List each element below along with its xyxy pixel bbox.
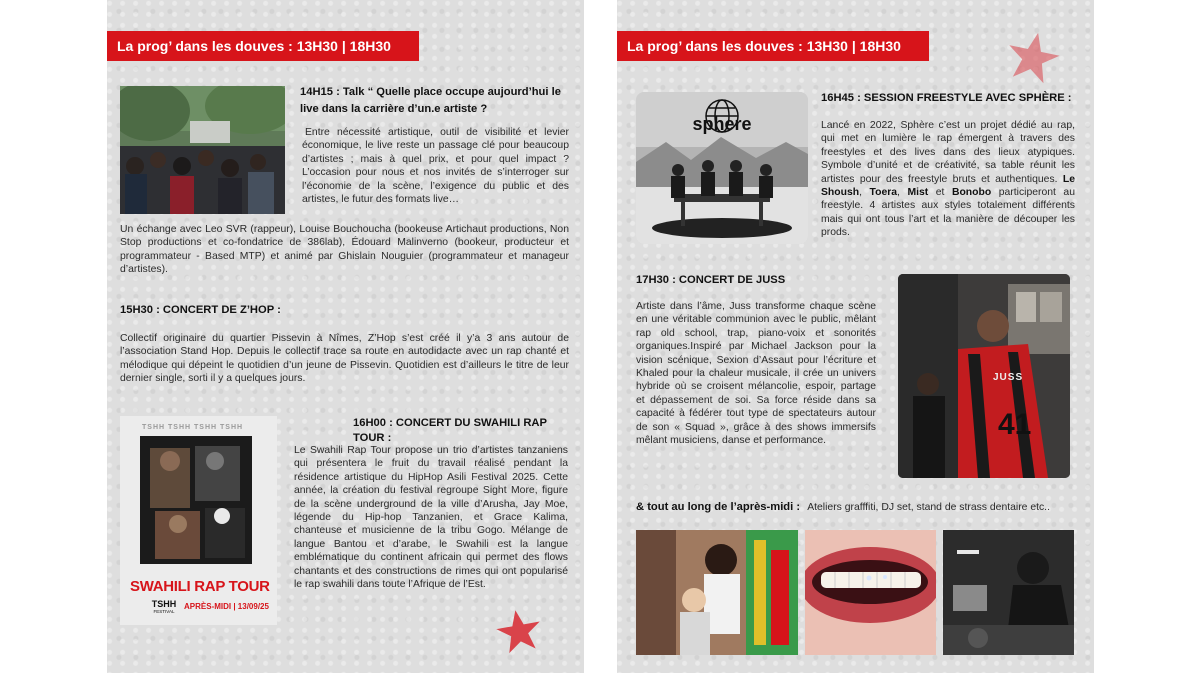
poster-date: APRÈS-MIDI | 13/09/25 [184, 602, 269, 611]
swahili-title: 16H00 : CONCERT DU SWAHILI RAP TOUR : [353, 417, 547, 444]
sphere-text: Lancé en 2022, Sphère c’est un projet dédié au rap, qui met en lumière le rap émergent à travers des freestyles et des lives dans des lieux atypiques. Symbole d’unité et de créativité, sa table réunit les artistes pour des freestyle bruts et authentiques. Le Shoush, Toera, Mist et Bonobo participeront au freestyle. 4 artistes aux styles totalement différents mais qui ont tous l’art et la manière de découper les prods. [821, 120, 1075, 239]
juss-photo [898, 274, 1070, 478]
sphere-photo [636, 92, 808, 244]
juss-text: Artiste dans l’âme, Juss transforme chaque scène en une véritable communion avec le public, mêlant rap old school, trap, piano-voix et sonorités organiques.Inspiré par Michael Jackson pour la vision scénique, Sexion d’Assaut pour l’écriture et Khaled pour la chaleur musicale, il crée un univers hybride où se croisent mélancolie, espoir, partage et dépassement de soi. Sa force réside dans sa capacité à fédérer tout type de spectateurs autour de son « Squad », grâce à des shows immersifs mêlant musiciens, danse et performance. [636, 301, 876, 447]
talk-photo [120, 86, 285, 214]
juss-title: 17H30 : CONCERT DE JUSS [636, 274, 786, 286]
poster-logo: TSHH FESTIVAL [151, 599, 177, 614]
zhop-title: 15H30 : CONCERT DE Z’HOP : [120, 304, 281, 316]
swahili-poster [120, 416, 277, 625]
talk-intro: Entre nécessité artistique, outil de visibilité et levier économique, le live reste un passage clé pour beaucoup d’artistes ; mais à quel prix, et pour quel impact ? L’occasion pour nous et nos invités de s’interroger sur l’économie de la scène, l’exigence du public et des artistes, le futur des formats live… [302, 127, 569, 206]
afternoon-line: & tout au long de l’après-midi : Ateliers grafffiti, DJ set, stand de strass dentaire etc.. [636, 501, 1050, 513]
talk-title: 14H15 : Talk “ Quelle place occupe aujourd’hui le live dans la carrière d’un.e artiste ? [300, 86, 561, 115]
sphere-title: 16H45 : SESSION FREESTYLE AVEC SPHÈRE : [821, 92, 1072, 104]
right-banner: La prog’ dans les douves : 13H30 | 18H30 [617, 31, 929, 61]
juss-jersey-text: JUSS [993, 372, 1024, 383]
dj-photo [943, 530, 1074, 655]
zhop-text: Collectif originaire du quartier Pissevin à Nîmes, Z’Hop s’est créé il y’a 3 ans autour de l’association Stand Hop. Depuis le collectif trace sa route en autodidacte avec un rap chanté et mélodique qui dépeint le quotidien d’un jeune de Pissevin. Quotidien est d’ailleurs le titre de leur dernier single, sorti il y a quelques jours. [120, 333, 569, 385]
sphere-logo: sphere [692, 114, 752, 134]
graffiti-photo [636, 530, 798, 655]
left-page [107, 0, 584, 673]
left-banner: La prog’ dans les douves : 13H30 | 18H30 [107, 31, 419, 61]
teeth-photo [805, 530, 936, 655]
swahili-text: Le Swahili Rap Tour propose un trio d’artistes tanzaniens qui présentera le fruit du travail réalisé pendant la résidence artistique du HipHop Asili Festival 2025. Cette année, la création du festival regroupe Sight More, figure de la scène underground de la ville d’Arusha, Jay Moe, légende du Hip-hop Tanzanien, et Grace Kalima, chanteuse et musicienne de la tribu Gogo. Mélange de langue Bantou et d’arabe, le Swahili est la langue emblématique du continent africain qui permet des flows chantants et des constructions de rimes qui ont popularisé le rap swahili dans toute l’Afrique de l’Est. [294, 445, 568, 591]
talk-guests: Un échange avec Leo SVR (rappeur), Louise Bouchoucha (bookeuse Artichaut productions, Non Stop productions et co-fondatrice de 386lab), Édouard Malinverno (bookeur, producteur et programmateur - Based MTP) et animé par Ghislain Nouguier (programmateur et manageur d’artistes). [120, 224, 569, 276]
poster-repeat-text: TSHH TSHH TSHH TSHH [142, 424, 244, 431]
poster-title: SWAHILI RAP TOUR [130, 578, 270, 595]
star-icon [1000, 25, 1066, 89]
right-page [617, 0, 1094, 673]
star-icon [491, 604, 546, 658]
svg-text:41: 41 [998, 408, 1032, 441]
